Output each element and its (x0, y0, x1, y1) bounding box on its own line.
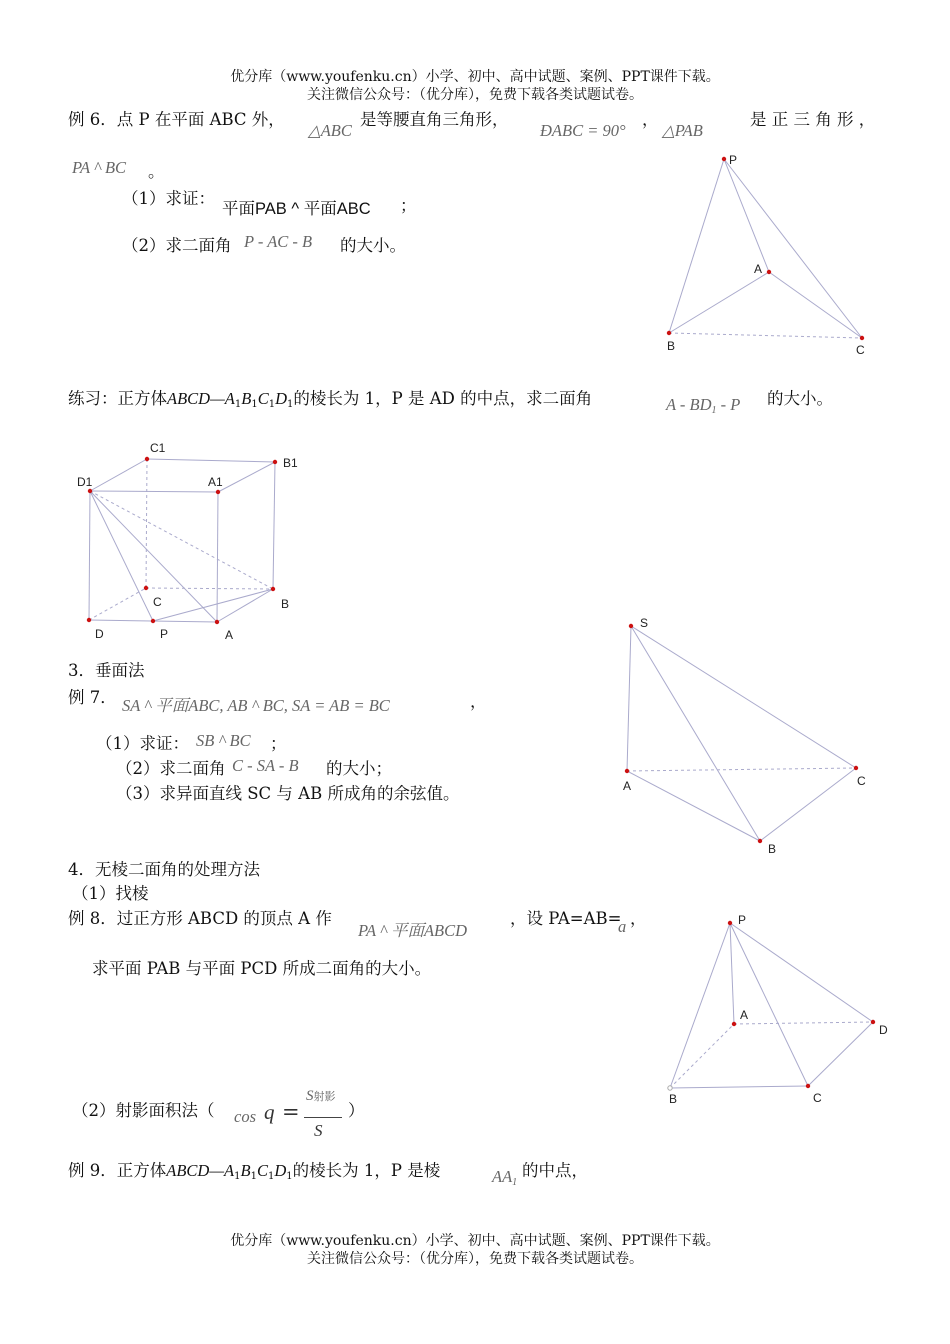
edge-pc (730, 923, 808, 1086)
ex9-aa1: $AA_1$ (492, 1167, 518, 1188)
edge-pd (730, 923, 873, 1022)
practice-dihedral: A - $BD_1$ - P (666, 395, 741, 416)
ex7-label: 例 7． (68, 688, 117, 707)
section-4-sub1: （1）找棱 (72, 884, 149, 903)
ex7-q1-label: （1）求证： (96, 734, 189, 753)
ex7-q2-label: （2）求二面角 (116, 759, 226, 778)
practice-text: 练习：正方体$ABCD—A_1B_1C_1D_1$的棱长为 1，P 是 AD 的中点，求二面角 (68, 389, 593, 410)
label-d: D (879, 1023, 888, 1037)
ex6-q2-end: 的大小。 (340, 236, 406, 255)
formula-numerator: S射影 (306, 1088, 336, 1104)
label-a1: A1 (208, 475, 223, 489)
ex8-pa-perp: PA ^ 平面ABCD (358, 921, 468, 940)
point-d (871, 1020, 875, 1024)
label-p: P (738, 913, 747, 927)
label-p: P (160, 627, 169, 641)
label-b: B (768, 842, 777, 856)
label-d1: D1 (77, 475, 93, 489)
section-4-sub2: （2）射影面积法（ (72, 1101, 215, 1120)
section-4-title: 4．无棱二面角的处理方法 (68, 860, 260, 879)
ex8-question: 求平面 PAB 与平面 PCD 所成二面角的大小。 (92, 959, 432, 978)
footer-line-1: 优分库（www.youfenku.cn）小学、初中、高中试题、案例、PPT课件下载。 (230, 1233, 720, 1249)
point-a (732, 1022, 736, 1026)
point-c (806, 1084, 810, 1088)
label-p: P (729, 153, 738, 167)
ex8-intro: 例 8．过正方形 ABCD 的顶点 A 作 (68, 909, 332, 928)
ex6-isosceles: 是等腰直角三角形， (360, 110, 509, 129)
edge-cd (808, 1022, 873, 1086)
edge-ba (670, 1024, 734, 1088)
label-s: S (640, 616, 649, 630)
formula-cos: cos (234, 1107, 256, 1126)
ex8-a: a (618, 917, 627, 936)
ex6-triangle-pab: △PAB (662, 121, 703, 140)
ex7-q2-end: 的大小； (326, 759, 392, 778)
point-p (728, 921, 732, 925)
ex9-end: 的中点， (522, 1161, 588, 1180)
header-line-1: 优分库（www.youfenku.cn）小学、初中、高中试题、案例、PPT课件下载。 (230, 69, 720, 85)
ex7-comma: ， (470, 692, 487, 711)
ex9-text: 例 9．正方体$ABCD—A_1B_1C_1D_1$的棱长为 1，P 是棱 (68, 1161, 441, 1182)
ex7-q2-dihedral: C - SA - B (232, 756, 299, 775)
ex7-q1-statement: SB ^ BC (196, 731, 251, 750)
edge-pa (730, 923, 734, 1024)
ex6-angle: ÐABC = 90° (540, 121, 626, 140)
label-b: B (667, 339, 676, 353)
label-b1: B1 (283, 456, 298, 470)
ex6-intro: 例 6．点 P 在平面 ABC 外， (68, 110, 285, 129)
label-b: B (669, 1092, 678, 1106)
ex7-conditions: SA ^ 平面ABC, AB ^ BC, SA = AB = BC (122, 696, 390, 715)
ex7-q3: （3）求异面直线 SC 与 AB 所成角的余弦值。 (116, 784, 460, 803)
ex6-period: 。 (148, 162, 165, 181)
ex6-pa-perp-bc: PA ^ BC (72, 158, 127, 177)
label-c: C (857, 774, 866, 788)
label-c: C (856, 343, 865, 357)
ex6-q1-statement: 平面PAB ^ 平面ABC (222, 200, 371, 218)
label-d: D (95, 627, 104, 641)
formula-denominator: S (314, 1121, 323, 1140)
formula-equals: = (282, 1100, 300, 1124)
footer-line-2: 关注微信公众号：（优分库），免费下载各类试题试卷。 (307, 1251, 643, 1267)
ex6-equilateral: 是 正 三 角 形 ， (750, 110, 876, 129)
formula-theta: q (264, 1100, 275, 1124)
edge-pb (670, 923, 730, 1088)
ex7-q1-semicolon: ； (270, 734, 287, 753)
ex6-q2-dihedral: P - AC - B (244, 232, 313, 251)
edge-bc (670, 1086, 808, 1088)
point-b (668, 1086, 672, 1090)
ex8-comma: ， (630, 909, 647, 928)
ex6-q2-label: （2）求二面角 (122, 236, 232, 255)
label-a: A (225, 628, 234, 642)
edge-ad (734, 1022, 873, 1024)
section-3-title: 3．垂面法 (68, 661, 145, 680)
ex6-comma: ， (642, 110, 659, 129)
label-c1: C1 (150, 441, 166, 455)
formula-close: ） (348, 1101, 365, 1120)
label-b: B (281, 597, 290, 611)
label-a: A (754, 262, 763, 276)
ex6-q1-semicolon: ； (400, 196, 417, 215)
label-c: C (153, 595, 162, 609)
practice-end: 的大小。 (767, 389, 833, 408)
label-a: A (740, 1008, 749, 1022)
ex8-given: ，设 PA=AB= (510, 909, 622, 928)
label-c: C (813, 1091, 822, 1105)
ex6-triangle-abc: △ABC (308, 121, 352, 140)
ex6-q1-label: （1）求证： (122, 189, 215, 208)
label-a: A (623, 779, 632, 793)
header-line-2: 关注微信公众号：（优分库），免费下载各类试题试卷。 (307, 87, 643, 103)
